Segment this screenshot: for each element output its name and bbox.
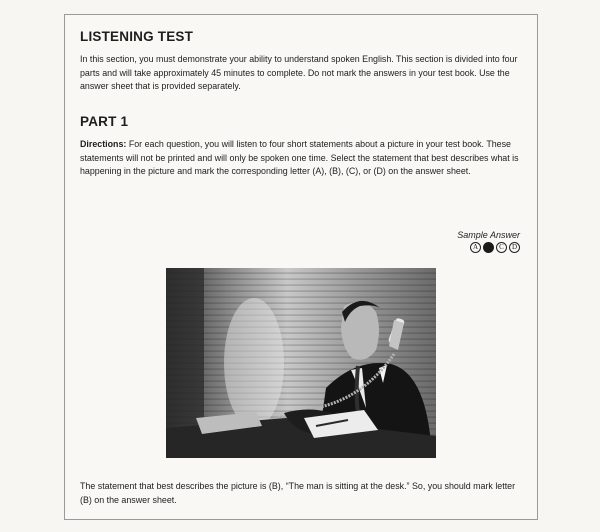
bubble-c: C	[496, 242, 507, 253]
bubble-b	[483, 242, 494, 253]
directions-paragraph	[80, 138, 528, 179]
intro-paragraph: In this section, you must demonstrate your ability to understand spoken English. This section is divided into four parts and will take approximately 45 minutes to complete. Do not mark the answers in your test book. Use the answer sheet that is provided separately.	[80, 54, 518, 91]
part-1-heading: PART 1	[80, 114, 129, 129]
directions-text: For each question, you will listen to four short statements about a picture in your test book. These statements will not be printed and will only be spoken one time. Select the statement that best describes what is happening in the picture and mark the corresponding letter (A), (B), (C), or (D) on the answer sheet.	[80, 139, 519, 176]
bubble-a: A	[470, 242, 481, 253]
bubble-d: D	[509, 242, 520, 253]
sample-answer-label: Sample Answer	[457, 230, 520, 240]
sample-answer	[457, 230, 520, 253]
explanation-paragraph: The statement that best describes the picture is (B), “The man is sitting at the desk.” So, you should mark letter (B) on the answer sheet.	[80, 481, 516, 505]
light-reflection	[224, 298, 284, 428]
office-photo	[166, 268, 436, 458]
answer-bubbles	[457, 242, 520, 253]
directions-label: Directions:	[80, 139, 127, 149]
listening-test-heading: LISTENING TEST	[80, 29, 194, 44]
